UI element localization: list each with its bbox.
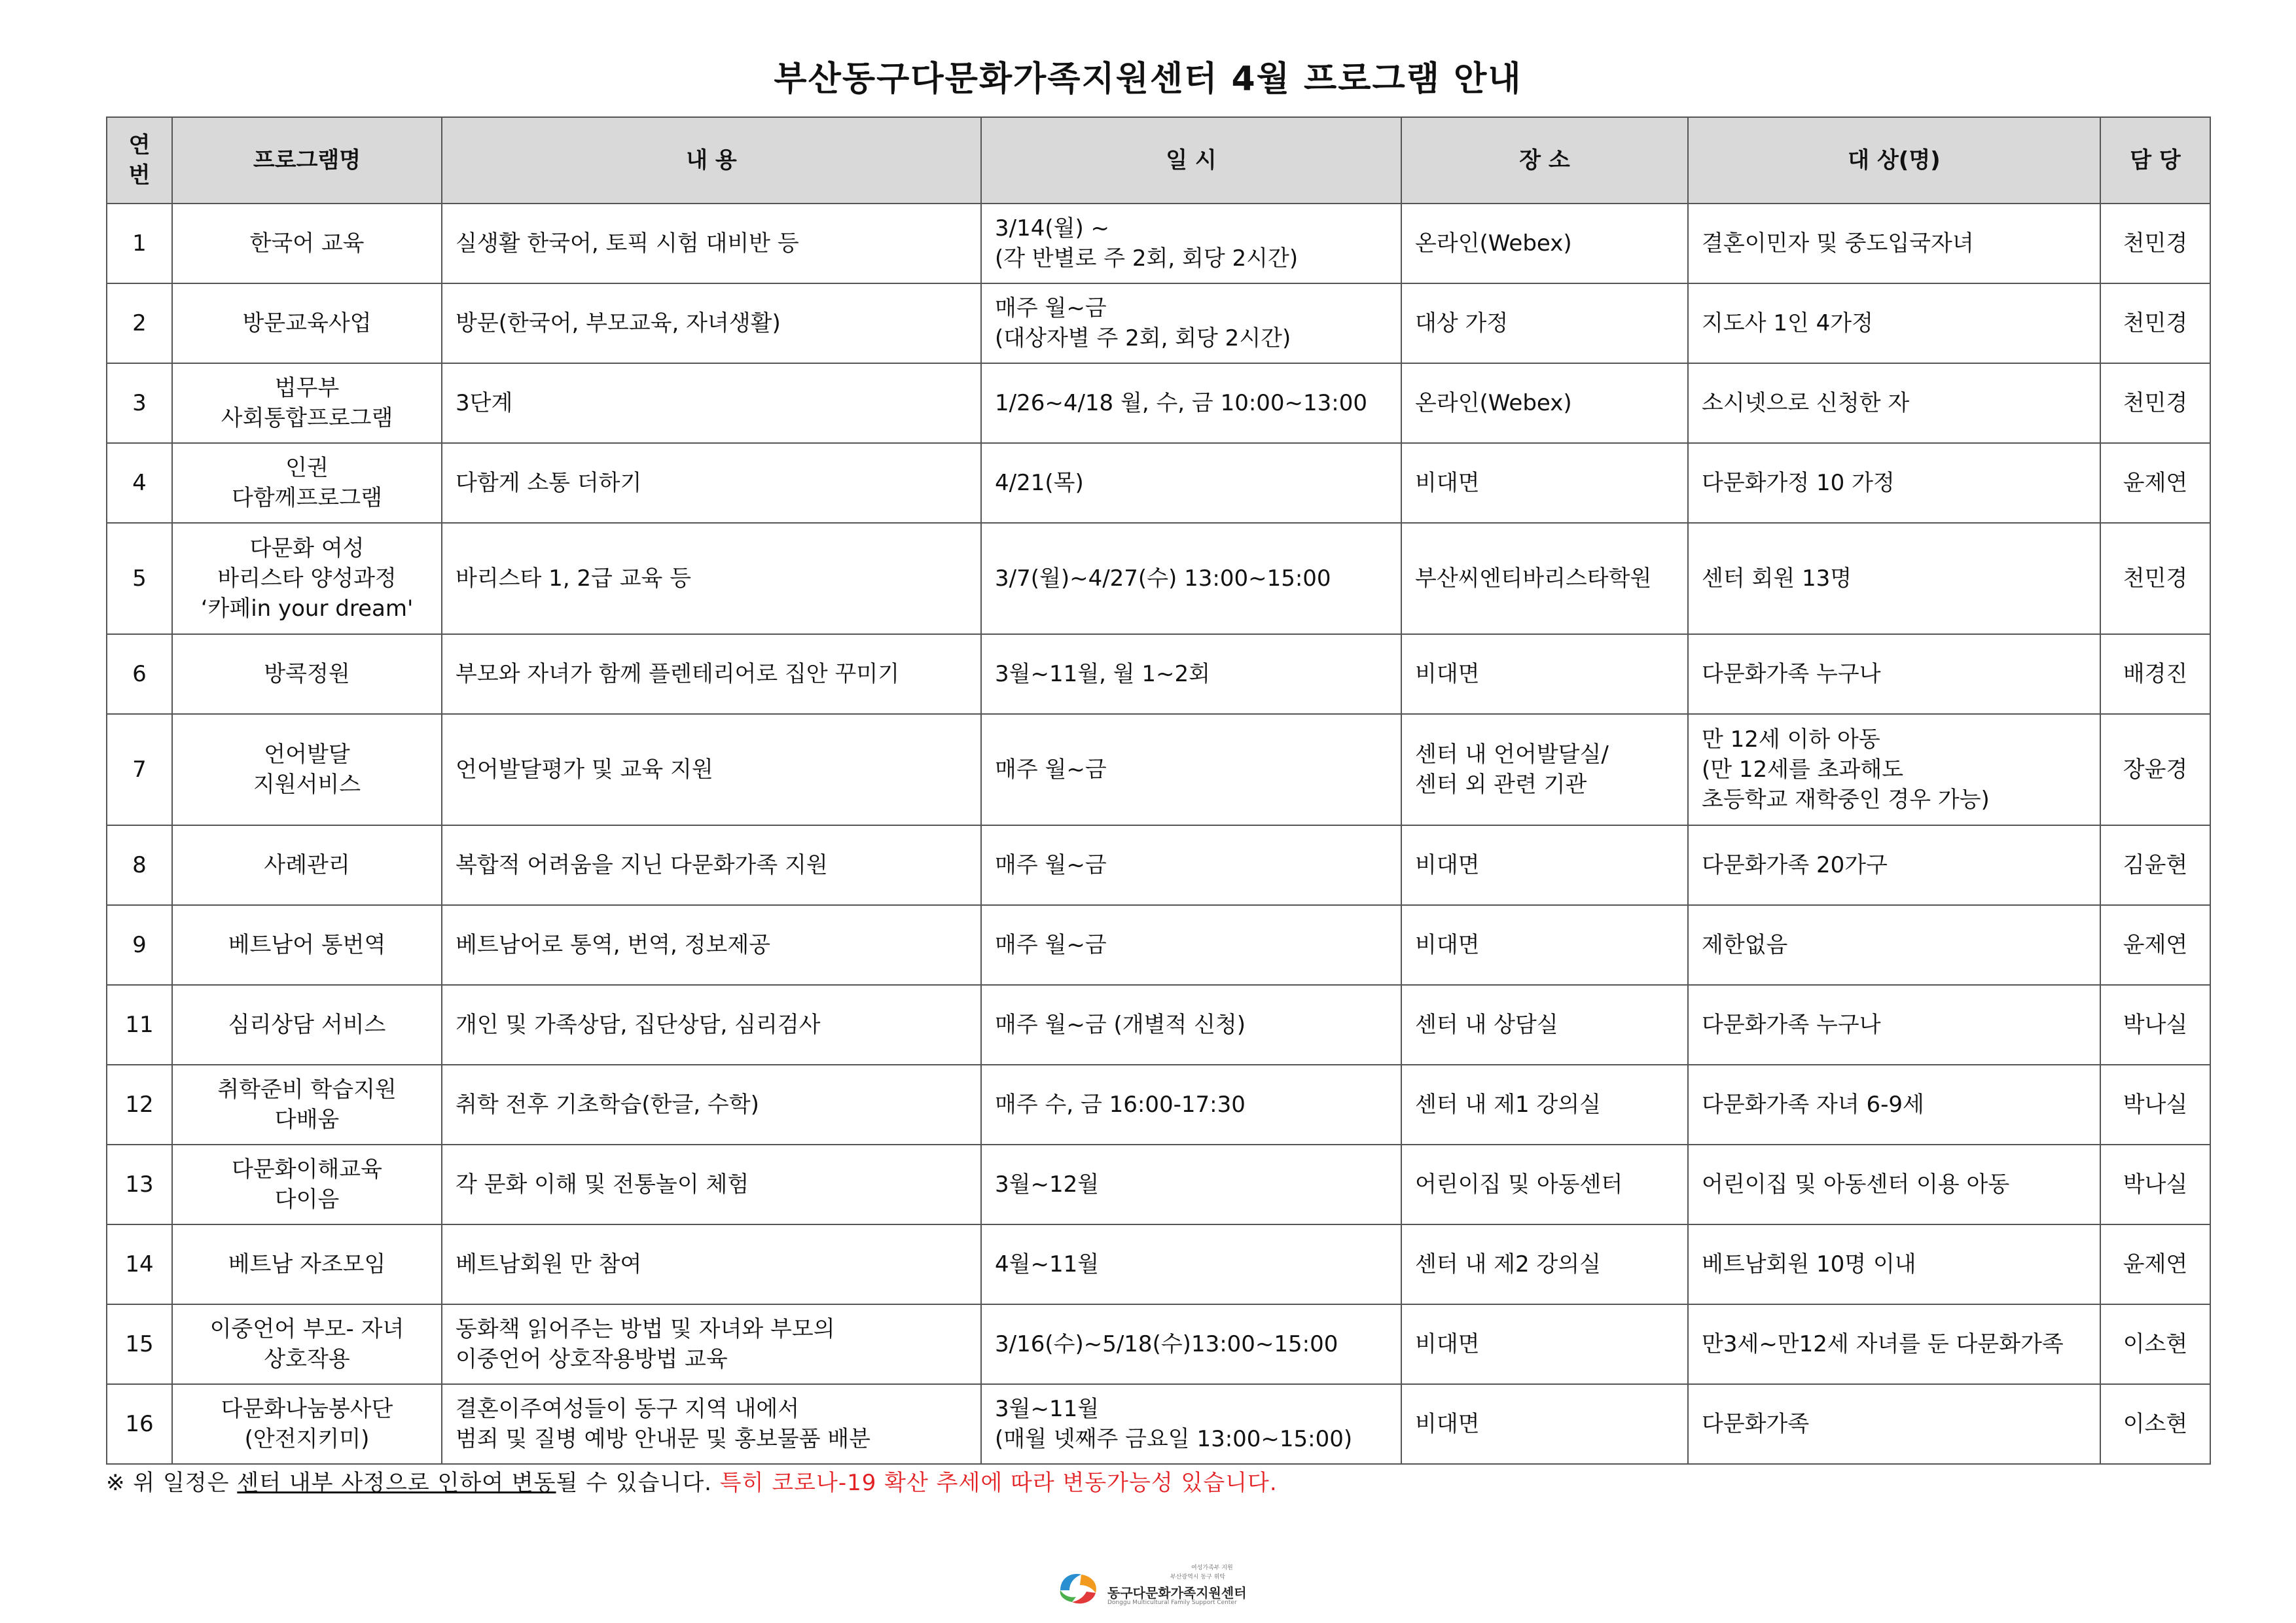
cell-datetime: 3/16(수)~5/18(수)13:00~15:00 xyxy=(981,1304,1401,1384)
cell-datetime: 4/21(목) xyxy=(981,443,1401,523)
header-datetime: 일 시 xyxy=(981,117,1401,204)
header-target: 대 상(명) xyxy=(1688,117,2100,204)
cell-target: 다문화가족 xyxy=(1688,1384,2100,1464)
table-row xyxy=(107,1304,2210,1384)
cell-target: 다문화가정 10 가정 xyxy=(1688,443,2100,523)
cell-target: 다문화가족 누구나 xyxy=(1688,985,2100,1065)
cell-program-name: 언어발달 지원서비스 xyxy=(172,714,442,825)
cell-number: 9 xyxy=(107,905,172,985)
cell-target: 다문화가족 자녀 6-9세 xyxy=(1688,1065,2100,1145)
cell-target: 제한없음 xyxy=(1688,905,2100,985)
table-row xyxy=(107,825,2210,905)
cell-content: 베트남어로 통역, 번역, 정보제공 xyxy=(442,905,981,985)
header-place: 장 소 xyxy=(1401,117,1688,204)
cell-content: 결혼이주여성들이 동구 지역 내에서 범죄 및 질병 예방 안내문 및 홍보물품 배분 xyxy=(442,1384,981,1464)
cell-datetime: 매주 월~금 xyxy=(981,905,1401,985)
cell-number: 2 xyxy=(107,283,172,363)
cell-place: 비대면 xyxy=(1401,443,1688,523)
cell-datetime: 3/14(월) ~ (각 반별로 주 2회, 회당 2시간) xyxy=(981,204,1401,283)
cell-number: 15 xyxy=(107,1304,172,1384)
cell-content: 각 문화 이해 및 전통놀이 체험 xyxy=(442,1145,981,1224)
cell-content: 개인 및 가족상담, 집단상담, 심리검사 xyxy=(442,985,981,1065)
cell-manager: 박나실 xyxy=(2100,985,2210,1065)
cell-program-name: 다문화나눔봉사단 (안전지키미) xyxy=(172,1384,442,1464)
table-row xyxy=(107,714,2210,825)
header-program-name: 프로그램명 xyxy=(172,117,442,204)
cell-datetime: 매주 수, 금 16:00-17:30 xyxy=(981,1065,1401,1145)
cell-content: 취학 전후 기초학습(한글, 수학) xyxy=(442,1065,981,1145)
cell-program-name: 심리상담 서비스 xyxy=(172,985,442,1065)
cell-datetime: 3월~11월, 월 1~2회 xyxy=(981,634,1401,714)
cell-place: 비대면 xyxy=(1401,634,1688,714)
cell-datetime: 4월~11월 xyxy=(981,1224,1401,1304)
table-header-row xyxy=(107,117,2210,204)
cell-datetime: 매주 월~금 (대상자별 주 2회, 회당 2시간) xyxy=(981,283,1401,363)
logo-sponsor-line2: 부산광역시 동구 위탁 xyxy=(1170,1574,1225,1580)
cell-datetime: 매주 월~금 xyxy=(981,714,1401,825)
center-logo-icon xyxy=(1055,1568,1102,1607)
cell-place: 비대면 xyxy=(1401,825,1688,905)
cell-content: 다함게 소통 더하기 xyxy=(442,443,981,523)
cell-target: 지도사 1인 4가정 xyxy=(1688,283,2100,363)
table-row xyxy=(107,985,2210,1065)
cell-program-name: 취학준비 학습지원 다배움 xyxy=(172,1065,442,1145)
cell-content: 방문(한국어, 부모교육, 자녀생활) xyxy=(442,283,981,363)
cell-place: 부산씨엔티바리스타학원 xyxy=(1401,523,1688,634)
table-row xyxy=(107,443,2210,523)
cell-program-name: 사례관리 xyxy=(172,825,442,905)
cell-content: 실생활 한국어, 토픽 시험 대비반 등 xyxy=(442,204,981,283)
cell-number: 1 xyxy=(107,204,172,283)
cell-manager: 김윤현 xyxy=(2100,825,2210,905)
cell-number: 7 xyxy=(107,714,172,825)
cell-manager: 장윤경 xyxy=(2100,714,2210,825)
cell-target: 센터 회원 13명 xyxy=(1688,523,2100,634)
cell-target: 결혼이민자 및 중도입국자녀 xyxy=(1688,204,2100,283)
cell-content: 언어발달평가 및 교육 지원 xyxy=(442,714,981,825)
cell-number: 13 xyxy=(107,1145,172,1224)
cell-number: 6 xyxy=(107,634,172,714)
cell-program-name: 인권 다함께프로그램 xyxy=(172,443,442,523)
cell-datetime: 매주 월~금 (개별적 신청) xyxy=(981,985,1401,1065)
schedule-notice xyxy=(106,1465,1278,1497)
cell-content: 동화책 읽어주는 방법 및 자녀와 부모의 이중언어 상호작용방법 교육 xyxy=(442,1304,981,1384)
table-row xyxy=(107,204,2210,283)
header-manager: 담 당 xyxy=(2100,117,2210,204)
cell-datetime: 3/7(월)~4/27(수) 13:00~15:00 xyxy=(981,523,1401,634)
cell-content: 부모와 자녀가 함께 플렌테리어로 집안 꾸미기 xyxy=(442,634,981,714)
cell-datetime: 3월~11월 (매월 넷째주 금요일 13:00~15:00) xyxy=(981,1384,1401,1464)
cell-content: 3단계 xyxy=(442,363,981,443)
cell-place: 센터 내 언어발달실/ 센터 외 관련 기관 xyxy=(1401,714,1688,825)
cell-place: 센터 내 상담실 xyxy=(1401,985,1688,1065)
cell-number: 12 xyxy=(107,1065,172,1145)
cell-place: 온라인(Webex) xyxy=(1401,204,1688,283)
cell-manager: 천민경 xyxy=(2100,523,2210,634)
logo-name: 동구다문화가족지원센터 xyxy=(1107,1585,1247,1601)
table-row xyxy=(107,363,2210,443)
cell-manager: 윤제연 xyxy=(2100,1224,2210,1304)
cell-manager: 박나실 xyxy=(2100,1145,2210,1224)
cell-manager: 천민경 xyxy=(2100,283,2210,363)
notice-middle: 될 수 있습니다. xyxy=(556,1470,720,1496)
cell-target: 다문화가족 누구나 xyxy=(1688,634,2100,714)
logo-sponsor-line1: 여성가족부 지원 xyxy=(1191,1565,1233,1571)
page-title: 부산동구다문화가족지원센터 4월 프로그램 안내 xyxy=(774,60,1522,99)
table-row xyxy=(107,523,2210,634)
cell-datetime: 매주 월~금 xyxy=(981,825,1401,905)
table-row xyxy=(107,1145,2210,1224)
cell-program-name: 다문화 여성 바리스타 양성과정 ‘카페in your dream' xyxy=(172,523,442,634)
cell-number: 3 xyxy=(107,363,172,443)
table-row xyxy=(107,905,2210,985)
program-table xyxy=(106,116,2211,1465)
cell-manager: 이소현 xyxy=(2100,1304,2210,1384)
cell-place: 비대면 xyxy=(1401,1304,1688,1384)
header-number: 연 번 xyxy=(107,117,172,204)
cell-target: 다문화가족 20가구 xyxy=(1688,825,2100,905)
cell-manager: 배경진 xyxy=(2100,634,2210,714)
table-row xyxy=(107,634,2210,714)
cell-program-name: 베트남 자조모임 xyxy=(172,1224,442,1304)
cell-place: 어린이집 및 아동센터 xyxy=(1401,1145,1688,1224)
table-row xyxy=(107,1384,2210,1464)
cell-manager: 천민경 xyxy=(2100,204,2210,283)
cell-manager: 이소현 xyxy=(2100,1384,2210,1464)
cell-target: 베트남회원 10명 이내 xyxy=(1688,1224,2100,1304)
notice-warning: 특히 코로나-19 확산 추세에 따라 변동가능성 있습니다. xyxy=(719,1470,1278,1496)
cell-target: 어린이집 및 아동센터 이용 아동 xyxy=(1688,1145,2100,1224)
table-row xyxy=(107,1224,2210,1304)
cell-place: 센터 내 제2 강의실 xyxy=(1401,1224,1688,1304)
logo-english-name: Donggu Multicultural Family Support Center xyxy=(1107,1599,1237,1606)
table-row xyxy=(107,283,2210,363)
cell-place: 센터 내 제1 강의실 xyxy=(1401,1065,1688,1145)
cell-place: 비대면 xyxy=(1401,905,1688,985)
cell-place: 대상 가정 xyxy=(1401,283,1688,363)
cell-manager: 천민경 xyxy=(2100,363,2210,443)
cell-number: 4 xyxy=(107,443,172,523)
notice-prefix: ※ 위 일정은 xyxy=(106,1470,238,1496)
cell-program-name: 방문교육사업 xyxy=(172,283,442,363)
cell-manager: 박나실 xyxy=(2100,1065,2210,1145)
cell-manager: 윤제연 xyxy=(2100,905,2210,985)
header-content: 내 용 xyxy=(442,117,981,204)
cell-place: 비대면 xyxy=(1401,1384,1688,1464)
cell-manager: 윤제연 xyxy=(2100,443,2210,523)
cell-number: 11 xyxy=(107,985,172,1065)
cell-datetime: 1/26~4/18 월, 수, 금 10:00~13:00 xyxy=(981,363,1401,443)
cell-number: 8 xyxy=(107,825,172,905)
cell-program-name: 다문화이해교육 다이음 xyxy=(172,1145,442,1224)
cell-content: 바리스타 1, 2급 교육 등 xyxy=(442,523,981,634)
cell-program-name: 이중언어 부모- 자녀 상호작용 xyxy=(172,1304,442,1384)
cell-content: 복합적 어려움을 지닌 다문화가족 지원 xyxy=(442,825,981,905)
cell-target: 소시넷으로 신청한 자 xyxy=(1688,363,2100,443)
cell-program-name: 베트남어 통번역 xyxy=(172,905,442,985)
cell-number: 14 xyxy=(107,1224,172,1304)
cell-program-name: 방콕정원 xyxy=(172,634,442,714)
center-logo xyxy=(1055,1563,1251,1607)
cell-place: 온라인(Webex) xyxy=(1401,363,1688,443)
cell-datetime: 3월~12월 xyxy=(981,1145,1401,1224)
cell-content: 베트남회원 만 참여 xyxy=(442,1224,981,1304)
cell-number: 5 xyxy=(107,523,172,634)
cell-program-name: 법무부 사회통합프로그램 xyxy=(172,363,442,443)
notice-underlined: 센터 내부 사정으로 인하여 변동 xyxy=(237,1470,556,1496)
cell-target: 만 12세 이하 아동 (만 12세를 초과해도 초등학교 재학중인 경우 가능) xyxy=(1688,714,2100,825)
table-row xyxy=(107,1065,2210,1145)
cell-target: 만3세~만12세 자녀를 둔 다문화가족 xyxy=(1688,1304,2100,1384)
cell-number: 16 xyxy=(107,1384,172,1464)
cell-program-name: 한국어 교육 xyxy=(172,204,442,283)
